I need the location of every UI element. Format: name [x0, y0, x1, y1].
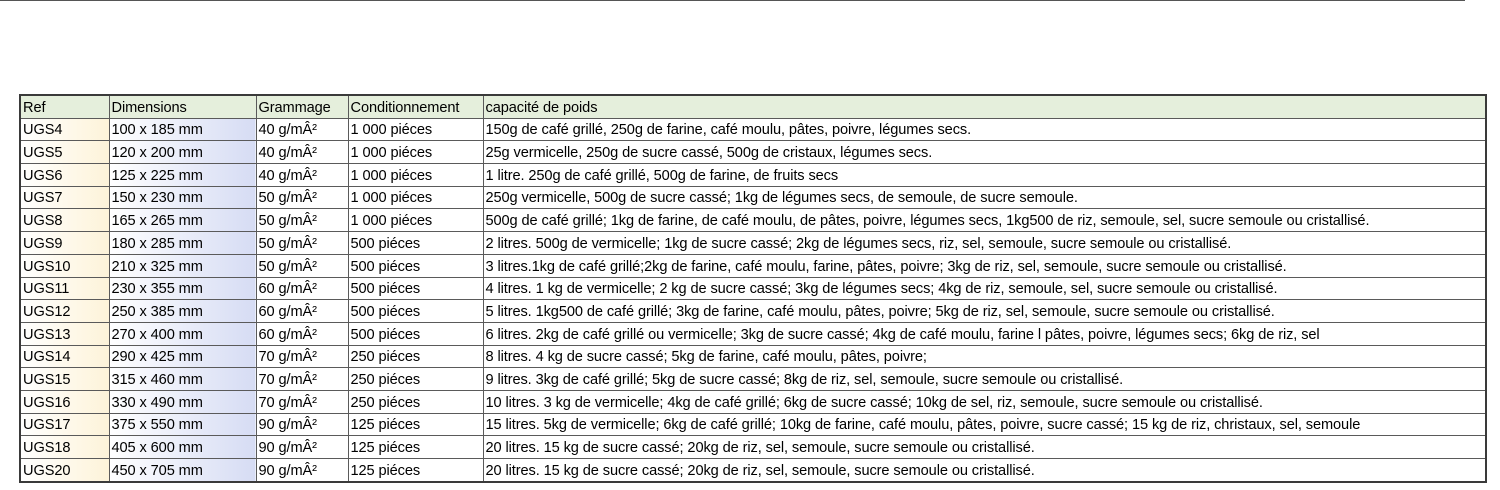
cell-ref: UGS11: [20, 277, 109, 300]
cell-dimensions: 270 x 400 mm: [109, 322, 256, 345]
cell-ref: UGS14: [20, 345, 109, 368]
cell-grammage: 60 g/mÂ²: [256, 277, 348, 300]
table-row: [20, 413, 1486, 436]
cell-dimensions: 290 x 425 mm: [109, 345, 256, 368]
cell-conditionnement: 1 000 piéces: [348, 164, 483, 187]
cell-ref: UGS6: [20, 164, 109, 187]
table-row: [20, 322, 1486, 345]
top-divider: [0, 0, 1465, 1]
header-grammage: Grammage: [256, 95, 348, 118]
table-row: [20, 232, 1486, 255]
cell-grammage: 90 g/mÂ²: [256, 459, 348, 482]
cell-capacite: 150g de café grillé, 250g de farine, café moulu, pâtes, poivre, légumes secs.: [483, 118, 1486, 141]
cell-capacite: 500g de café grillé; 1kg de farine, de café moulu, de pâtes, poivre, légumes secs, 1kg500 de riz, semoule, sel, sucre semoule ou cristallisé.: [483, 209, 1486, 232]
cell-dimensions: 405 x 600 mm: [109, 436, 256, 459]
header-dimensions: Dimensions: [109, 95, 256, 118]
table-row: [20, 345, 1486, 368]
cell-dimensions: 120 x 200 mm: [109, 141, 256, 164]
cell-capacite: 9 litres. 3kg de café grillé; 5kg de sucre cassé; 8kg de riz, sel, semoule, sucre semoule ou cristallisé.: [483, 368, 1486, 391]
cell-capacite: 2 litres. 500g de vermicelle; 1kg de sucre cassé; 2kg de légumes secs, riz, sel, semoule, sucre semoule ou cristallisé.: [483, 232, 1486, 255]
cell-capacite: 6 litres. 2kg de café grillé ou vermicelle; 3kg de sucre cassé; 4kg de café moulu, farine l pâtes, poivre, légumes secs; 6kg de riz, sel: [483, 322, 1486, 345]
cell-dimensions: 210 x 325 mm: [109, 254, 256, 277]
cell-grammage: 50 g/mÂ²: [256, 254, 348, 277]
cell-conditionnement: 500 piéces: [348, 232, 483, 255]
table-row: [20, 390, 1486, 413]
cell-grammage: 70 g/mÂ²: [256, 368, 348, 391]
cell-dimensions: 230 x 355 mm: [109, 277, 256, 300]
cell-ref: UGS9: [20, 232, 109, 255]
cell-conditionnement: 1 000 piéces: [348, 186, 483, 209]
cell-conditionnement: 1 000 piéces: [348, 118, 483, 141]
cell-ref: UGS16: [20, 390, 109, 413]
cell-capacite: 20 litres. 15 kg de sucre cassé; 20kg de riz, sel, semoule, sucre semoule ou cristallisé.: [483, 459, 1486, 482]
cell-grammage: 70 g/mÂ²: [256, 390, 348, 413]
cell-capacite: 250g vermicelle, 500g de sucre cassé; 1kg de légumes secs, de semoule, de sucre semoule.: [483, 186, 1486, 209]
cell-conditionnement: 250 piéces: [348, 368, 483, 391]
cell-ref: UGS5: [20, 141, 109, 164]
cell-dimensions: 150 x 230 mm: [109, 186, 256, 209]
table-body: [20, 118, 1486, 482]
cell-grammage: 60 g/mÂ²: [256, 300, 348, 323]
table-row: [20, 118, 1486, 141]
cell-dimensions: 180 x 285 mm: [109, 232, 256, 255]
cell-grammage: 50 g/mÂ²: [256, 232, 348, 255]
cell-ref: UGS20: [20, 459, 109, 482]
cell-dimensions: 450 x 705 mm: [109, 459, 256, 482]
cell-conditionnement: 250 piéces: [348, 390, 483, 413]
cell-capacite: 10 litres. 3 kg de vermicelle; 4kg de café grillé; 6kg de sucre cassé; 10kg de sel, riz, semoule, sucre semoule ou cristallisé.: [483, 390, 1486, 413]
cell-capacite: 5 litres. 1kg500 de café grillé; 3kg de farine, café moulu, pâtes, poivre; 5kg de riz, sel, semoule, sucre semoule ou cristallisé.: [483, 300, 1486, 323]
cell-grammage: 40 g/mÂ²: [256, 141, 348, 164]
product-table: [19, 94, 1487, 483]
cell-ref: UGS18: [20, 436, 109, 459]
header-row: [20, 95, 1486, 118]
cell-grammage: 90 g/mÂ²: [256, 436, 348, 459]
header-conditionnement: Conditionnement: [348, 95, 483, 118]
cell-capacite: 20 litres. 15 kg de sucre cassé; 20kg de riz, sel, semoule, sucre semoule ou cristallisé.: [483, 436, 1486, 459]
cell-grammage: 40 g/mÂ²: [256, 118, 348, 141]
cell-dimensions: 375 x 550 mm: [109, 413, 256, 436]
cell-grammage: 90 g/mÂ²: [256, 413, 348, 436]
cell-conditionnement: 500 piéces: [348, 277, 483, 300]
table-row: [20, 209, 1486, 232]
cell-ref: UGS17: [20, 413, 109, 436]
table-row: [20, 254, 1486, 277]
cell-grammage: 70 g/mÂ²: [256, 345, 348, 368]
cell-dimensions: 330 x 490 mm: [109, 390, 256, 413]
cell-conditionnement: 500 piéces: [348, 254, 483, 277]
cell-capacite: 1 litre. 250g de café grillé, 500g de farine, de fruits secs: [483, 164, 1486, 187]
table-row: [20, 277, 1486, 300]
cell-ref: UGS4: [20, 118, 109, 141]
cell-ref: UGS8: [20, 209, 109, 232]
cell-dimensions: 315 x 460 mm: [109, 368, 256, 391]
table-row: [20, 300, 1486, 323]
cell-conditionnement: 500 piéces: [348, 322, 483, 345]
cell-capacite: 25g vermicelle, 250g de sucre cassé, 500g de cristaux, légumes secs.: [483, 141, 1486, 164]
cell-capacite: 8 litres. 4 kg de sucre cassé; 5kg de farine, café moulu, pâtes, poivre;: [483, 345, 1486, 368]
cell-capacite: 4 litres. 1 kg de vermicelle; 2 kg de sucre cassé; 3kg de légumes secs; 4kg de riz, semoule, sel, sucre semoule ou cristallisé.: [483, 277, 1486, 300]
cell-conditionnement: 500 piéces: [348, 300, 483, 323]
cell-dimensions: 165 x 265 mm: [109, 209, 256, 232]
cell-capacite: 15 litres. 5kg de vermicelle; 6kg de café grillé; 10kg de farine, café moulu, pâtes, poivre, sucre cassé; 15 kg de riz, christaux, sel, semoule: [483, 413, 1486, 436]
cell-conditionnement: 125 piéces: [348, 436, 483, 459]
cell-dimensions: 100 x 185 mm: [109, 118, 256, 141]
table-row: [20, 368, 1486, 391]
cell-dimensions: 125 x 225 mm: [109, 164, 256, 187]
header-ref: Ref: [20, 95, 109, 118]
cell-ref: UGS7: [20, 186, 109, 209]
cell-grammage: 50 g/mÂ²: [256, 209, 348, 232]
cell-conditionnement: 250 piéces: [348, 345, 483, 368]
cell-conditionnement: 1 000 piéces: [348, 141, 483, 164]
cell-conditionnement: 1 000 piéces: [348, 209, 483, 232]
header-capacite: capacité de poids: [483, 95, 1486, 118]
cell-dimensions: 250 x 385 mm: [109, 300, 256, 323]
cell-ref: UGS15: [20, 368, 109, 391]
cell-conditionnement: 125 piéces: [348, 459, 483, 482]
table-row: [20, 186, 1486, 209]
cell-capacite: 3 litres.1kg de café grillé;2kg de farine, café moulu, farine, pâtes, poivre; 3kg de riz, sel, semoule, sucre semoule ou cristallisé.: [483, 254, 1486, 277]
table-row: [20, 164, 1486, 187]
cell-grammage: 50 g/mÂ²: [256, 186, 348, 209]
table-row: [20, 141, 1486, 164]
cell-grammage: 60 g/mÂ²: [256, 322, 348, 345]
cell-ref: UGS13: [20, 322, 109, 345]
table-row: [20, 436, 1486, 459]
cell-conditionnement: 125 piéces: [348, 413, 483, 436]
cell-ref: UGS10: [20, 254, 109, 277]
cell-ref: UGS12: [20, 300, 109, 323]
table-row: [20, 459, 1486, 482]
cell-grammage: 40 g/mÂ²: [256, 164, 348, 187]
